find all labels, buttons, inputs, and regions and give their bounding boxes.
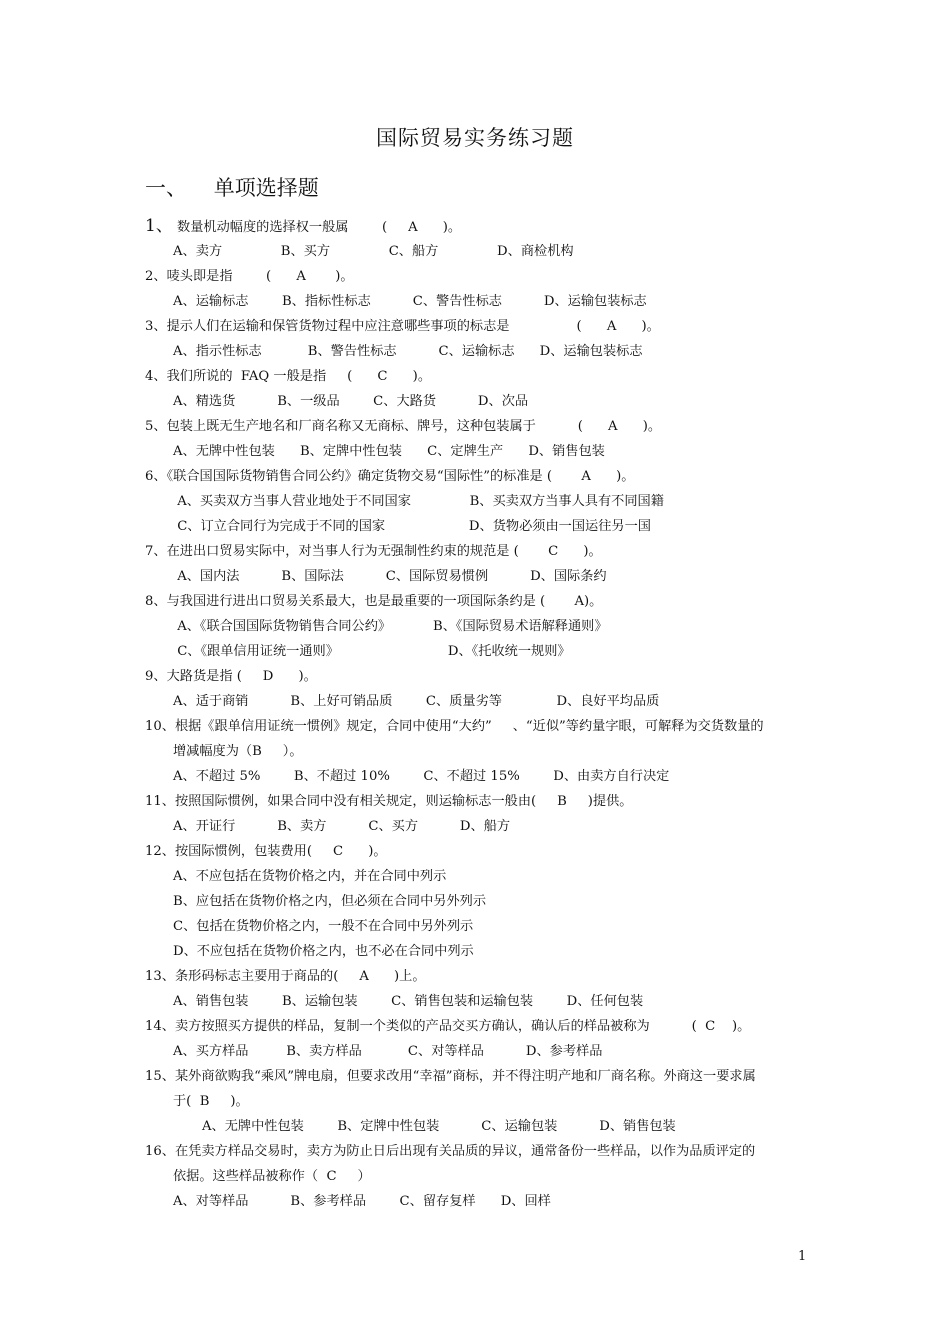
answer-options: A、卖方 B、买方 C、船方 D、商检机构	[173, 244, 574, 259]
question-number: 11、	[145, 794, 175, 809]
answer-options: C、包括在货物价格之内，一般不在合同中另外列示	[173, 919, 474, 934]
answer-options: A、国内法 B、国际法 C、国际贸易惯例 D、国际条约	[173, 569, 607, 584]
question-text	[145, 664, 825, 689]
question-item	[145, 214, 825, 264]
question-text-continued: 依据。这些样品被称作（ C ）	[173, 1169, 371, 1184]
answer-options: A、精选货 B、一级品 C、大路货 D、次品	[173, 394, 529, 409]
answer-options: A、买卖双方当事人营业地处于不同国家 B、买卖双方当事人具有不同国籍	[173, 494, 664, 509]
question-text	[145, 414, 825, 439]
answer-options: C、《跟单信用证统一通则》 D、《托收统一规则》	[173, 644, 571, 659]
question-text-continued: 增减幅度为（B ）。	[173, 744, 303, 759]
document-title: 国际贸易实务练习题	[376, 126, 574, 150]
question-number: 12、	[145, 844, 175, 859]
question-text	[145, 839, 825, 864]
question-item	[145, 1014, 825, 1064]
question-number: 9、	[145, 669, 167, 684]
answer-options: A、开证行 B、卖方 C、买方 D、船方	[173, 819, 511, 834]
question-number: 13、	[145, 969, 175, 984]
question-number: 6、	[145, 469, 167, 484]
answer-options: D、不应包括在货物价格之内，也不必在合同中列示	[173, 944, 474, 959]
question-number: 14、	[145, 1019, 175, 1034]
answer-options: C、订立合同行为完成于不同的国家 D、货物必须由一国运往另一国	[173, 519, 651, 534]
answer-options: A、无牌中性包装 B、定牌中性包装 C、运输包装 D、销售包装	[202, 1119, 676, 1134]
question-stem: 某外商欲购我“乘风”牌电扇，但要求改用“幸福”商标，并不得注明产地和厂商名称。外商这一要求属	[174, 1069, 756, 1084]
question-item	[145, 539, 825, 589]
question-stem: 根据《跟单信用证统一惯例》规定，合同中使用“大约” 、“近似”等约量字眼，可解释为交货数量的	[174, 719, 764, 734]
question-text	[145, 1139, 825, 1164]
question-number: 5、	[145, 419, 167, 434]
question-text	[145, 789, 825, 814]
question-text	[145, 714, 825, 739]
question-stem: 唛头即是指 ( A )。	[166, 269, 354, 284]
question-item	[145, 964, 825, 1014]
question-text	[145, 314, 825, 339]
question-number: 3、	[145, 319, 167, 334]
question-number: 2、	[145, 269, 167, 284]
answer-options: A、指示性标志 B、警告性标志 C、运输标志 D、运输包装标志	[173, 344, 643, 359]
question-text	[145, 589, 825, 614]
answer-options: A、适于商销 B、上好可销品质 C、质量劣等 D、良好平均品质	[173, 694, 660, 709]
answer-options: B、应包括在货物价格之内，但必须在合同中另外列示	[173, 894, 487, 909]
question-text	[145, 264, 825, 289]
question-item	[145, 464, 825, 539]
answer-options: A、买方样品 B、卖方样品 C、对等样品 D、参考样品	[173, 1044, 603, 1059]
question-text	[145, 539, 825, 564]
question-item	[145, 714, 825, 789]
question-number: 15、	[145, 1069, 175, 1084]
answer-options: A、《联合国国际货物销售合同公约》 B、《国际贸易术语解释通则》	[173, 619, 608, 634]
question-item	[145, 314, 825, 364]
answer-options: A、对等样品 B、参考样品 C、留存复样 D、回样	[173, 1194, 551, 1209]
section-heading: 一、 单项选择题	[145, 176, 319, 200]
question-text	[145, 364, 825, 389]
question-item	[145, 589, 825, 664]
question-number: 10、	[145, 719, 175, 734]
question-item	[145, 839, 825, 964]
question-item	[145, 414, 825, 464]
question-item	[145, 1139, 825, 1214]
question-stem: 包装上既无生产地名和厂商名称又无商标、牌号，这种包装属于 ( A )。	[166, 419, 662, 434]
answer-options: A、运输标志 B、指标性标志 C、警告性标志 D、运输包装标志	[173, 294, 647, 309]
question-text	[145, 1064, 825, 1089]
question-list	[145, 214, 825, 1214]
question-stem: 按照国际惯例，如果合同中没有相关规定，则运输标志一般由( B )提供。	[174, 794, 633, 809]
question-stem: 提示人们在运输和保管货物过程中应注意哪些事项的标志是 ( A )。	[166, 319, 660, 334]
question-number: 4、	[145, 369, 167, 384]
question-number: 7、	[145, 544, 167, 559]
question-stem: 《联合国国际货物销售合同公约》确定货物交易“国际性”的标准是 ( A )。	[166, 469, 635, 484]
question-number: 1、	[145, 216, 173, 236]
question-stem: 条形码标志主要用于商品的( A )上。	[174, 969, 426, 984]
question-number: 8、	[145, 594, 167, 609]
question-item	[145, 664, 825, 714]
question-text	[145, 464, 825, 489]
question-stem: 在进出口贸易实际中，对当事人行为无强制性约束的规范是 ( C )。	[166, 544, 602, 559]
page-number: 1	[798, 1249, 807, 1264]
question-stem: 大路货是指 ( D )。	[166, 669, 317, 684]
question-stem: 卖方按照买方提供的样品，复制一个类似的产品交买方确认，确认后的样品被称为 ( C )。	[174, 1019, 751, 1034]
question-text	[145, 1014, 825, 1039]
question-text	[145, 214, 825, 239]
question-item	[145, 364, 825, 414]
question-item	[145, 789, 825, 839]
answer-options: A、无牌中性包装 B、定牌中性包装 C、定牌生产 D、销售包装	[173, 444, 605, 459]
answer-options: A、不应包括在货物价格之内，并在合同中列示	[173, 869, 447, 884]
question-text-continued: 于( B )。	[173, 1094, 249, 1109]
question-stem: 数量机动幅度的选择权一般属 ( A )。	[172, 220, 462, 235]
question-stem: 我们所说的 FAQ 一般是指 ( C )。	[166, 369, 432, 384]
question-stem: 按国际惯例，包装费用( C )。	[174, 844, 387, 859]
answer-options: A、销售包装 B、运输包装 C、销售包装和运输包装 D、任何包装	[173, 994, 644, 1009]
question-text	[145, 964, 825, 989]
question-number: 16、	[145, 1144, 175, 1159]
answer-options: A、不超过 5% B、不超过 10% C、不超过 15% D、由卖方自行决定	[173, 769, 670, 784]
question-item	[145, 264, 825, 314]
question-stem: 与我国进行进出口贸易关系最大，也是最重要的一项国际条约是 ( A)。	[166, 594, 603, 609]
question-item	[145, 1064, 825, 1139]
question-stem: 在凭卖方样品交易时，卖方为防止日后出现有关品质的异议，通常备份一些样品，以作为品质评定的	[174, 1144, 756, 1159]
